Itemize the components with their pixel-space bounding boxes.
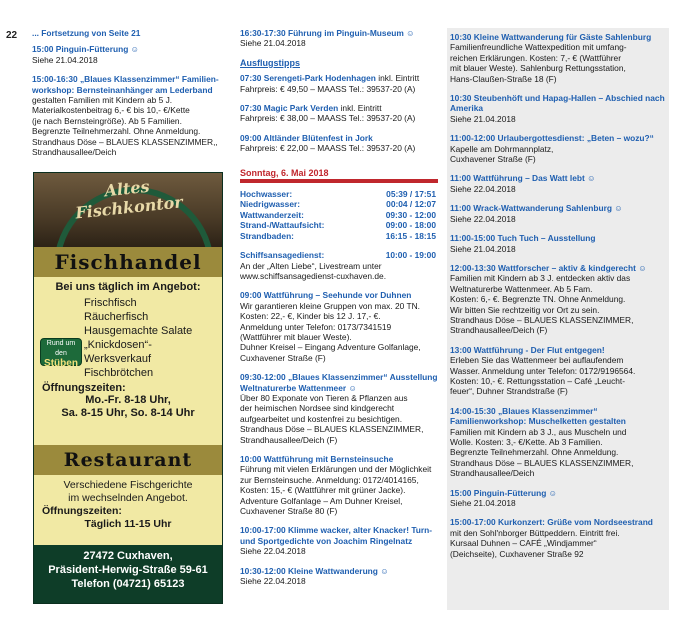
event-time: 10:00 - 19:00 [385, 250, 436, 261]
event-line: Siehe 21.04.2018 [32, 54, 98, 65]
event-line: Familienfreundliche Wattexpedition mit umfang- [450, 42, 627, 53]
column-3 [447, 28, 669, 610]
event-line: Cuxhavener Straße (F) [240, 352, 326, 363]
event-line: feuer“, Duhner Strandstraße (F) [450, 386, 568, 397]
event-line: Cuxhavener Straße 80 (F) [240, 506, 338, 517]
badge-top: Rund um den [46, 340, 76, 357]
event-title: 11:00 Wattführung – Das Watt lebt [450, 173, 585, 184]
event-line: An der „Alten Liebe“, Livestream unter [240, 260, 382, 271]
offer-item: „Knickdosen“- [84, 339, 152, 351]
event-line: Siehe 22.04.2018 [450, 183, 516, 194]
event-line: Adventure Golfanlage – Am Duhner Kreisel, [240, 495, 403, 506]
address-block [34, 545, 222, 604]
fischhandel-heading: Fischhandel [54, 250, 202, 274]
event-title: 10:30-12:00 Kleine Wattwanderung [240, 565, 378, 576]
event-line: Siehe 21.04.2018 [240, 38, 306, 49]
fischhandel-banner [34, 247, 222, 277]
trip-tail: inkl. Eintritt [338, 103, 382, 114]
event-line: Familien mit Kindern ab 3 J., aus Muscheln und [450, 426, 627, 437]
tide-label: Wattwanderzeit: [240, 209, 304, 220]
event-entry [450, 406, 666, 479]
trip-title: 09:00 Altländer Blütenfest in Jork [240, 132, 373, 143]
tide-value: 00:04 / 12:07 [386, 199, 436, 210]
smiley-icon: ☺ [638, 262, 647, 273]
event-title: 13:00 Wattführung - Der Flut entgegen! [450, 344, 605, 355]
event-line: Strandhausallee/Deich (F) [450, 325, 548, 336]
event-line: www.schiffsansagedienst-cuxhaven.de. [240, 270, 387, 281]
event-entry [450, 203, 666, 224]
fischkontor-advertisement [33, 172, 223, 604]
tide-value: 05:39 / 17:51 [386, 189, 436, 200]
tide-label: Strandbaden: [240, 230, 294, 241]
event-title: 15:00 Pinguin-Fütterung [32, 44, 129, 55]
event-entry [240, 372, 438, 445]
restaurant-banner [34, 445, 222, 475]
event-line: Kosten: 22,- €, Kinder bis 12 J. 17,- €. [240, 311, 381, 322]
store-sign: Altes Fischkontor [74, 176, 184, 223]
event-line: Strandhaus Döse – BLAUES KLASSENZIMMER,, [32, 136, 218, 147]
smiley-icon: ☺ [587, 173, 596, 184]
event-entry [32, 74, 230, 157]
event-title: 15:00-17:00 Kurkonzert: Grüße vom Nordseestrand [450, 517, 653, 528]
event-line: Strandhausallee/Deich [32, 147, 117, 158]
event-title: 10:30 Kleine Wattwanderung für Gäste Sahlenburg [450, 32, 652, 42]
event-line: Kosten: 10,- €. Rettungsstation – Café „Leucht- [450, 375, 626, 386]
schiff-row [240, 250, 438, 260]
event-line: Begrenzte Teilnehmerzahl. Ohne Anmeldung. [32, 126, 201, 137]
restaurant-text: im wechselnden Angebot. [68, 492, 188, 504]
tide-value: 09:00 - 18:00 [385, 220, 436, 231]
event-title: 15:00 Pinguin-Fütterung [450, 487, 547, 498]
offer-item: Hausgemachte Salate [84, 325, 193, 337]
event-title: 12:00-13:30 Wattforscher – aktiv & kindgerecht [450, 262, 636, 273]
event-entry [240, 454, 438, 516]
event-title: 09:30-12:00 „Blaues Klassenzimmer“ Ausstellung Weltnaturerbe Wattenmeer [240, 372, 438, 393]
event-title: 10:00 Wattführung mit Bernsteinsuche [240, 454, 394, 464]
tide-value: 16:15 - 18:15 [385, 230, 436, 241]
event-line: zur Bernsteinsuche. Anmeldung: 0172/4014165, [240, 474, 419, 485]
event-line: (Wattführer mit blauer Weste). [240, 331, 352, 342]
hours-title: Öffnungszeiten: [42, 382, 126, 394]
tide-row [240, 189, 438, 199]
event-line: der heimischen Nordsee sind kindgerecht [240, 403, 395, 414]
event-line: (je nach Bernsteingröße). Ab 5 Familien. [32, 115, 182, 126]
hours-weekend: Sa. 8-15 Uhr, So. 8-14 Uhr [61, 407, 195, 419]
event-line: mit blauer Weste). Sahlenburg Rettungsstation, [450, 63, 626, 74]
event-line: Kapelle am Dohrmannplatz, [450, 143, 554, 154]
event-line: Wolle. Kosten: 3,- €/Kette. Ab 3 Familien. [450, 437, 603, 447]
tide-label: Strand-/Wattaufsicht: [240, 220, 325, 231]
trip-entry [240, 133, 438, 154]
tide-row [240, 231, 438, 241]
address-city: 27472 Cuxhaven, [83, 550, 173, 562]
event-line: Wir bitten Sie rechtzeitig vor Ort zu sein. [450, 304, 600, 315]
trip-title: 07:30 Serengeti-Park Hodenhagen [240, 73, 376, 84]
event-line: (Deichseite), Cuxhavener Straße 92 [450, 548, 584, 559]
offer-item: Fischbrötchen [84, 367, 154, 379]
sunday-date-heading: Sonntag, 6. Mai 2018 [240, 168, 438, 183]
event-entry [450, 345, 666, 397]
smiley-icon: ☺ [548, 487, 558, 498]
event-title: 10:30 Steubenhöft und Hapag-Hallen – Abschied nach Amerika [450, 93, 665, 114]
event-line: Wasser. Anmeldung unter Telefon: 0172/9196564. [450, 365, 636, 376]
event-line: Kosten: 15,- € (Wattführer mit grüner Jacke). [240, 485, 406, 496]
trip-entry [240, 103, 438, 124]
smiley-icon: ☺ [348, 382, 357, 393]
event-entry [450, 263, 666, 336]
smiley-icon: ☺ [380, 565, 389, 576]
tide-label: Niedrigwasser: [240, 199, 301, 210]
event-line: Strandhaus Döse – BLAUES KLASSENZIMMER, [450, 457, 634, 468]
event-entry [240, 566, 438, 587]
event-entry [450, 233, 666, 254]
offer-title: Bei uns täglich im Angebot: [55, 281, 201, 293]
trip-price: Fahrpreis: € 22,00 – MAASS Tel.: 39537-20 (A) [240, 143, 416, 154]
smiley-icon: ☺ [614, 203, 623, 214]
event-line: mit den Sohl'nborger Büttpeddern. Eintritt frei. [450, 527, 620, 538]
event-line: Kosten: 6,- €. Begrenzte TN. Ohne Anmeldung. [450, 294, 626, 305]
event-title: 16:30-17:30 Führung im Pinguin-Museum [240, 28, 404, 38]
event-entry [450, 517, 666, 559]
event-entry [240, 290, 438, 363]
event-entry [240, 250, 438, 281]
tide-value: 09:30 - 12:00 [385, 209, 436, 220]
event-line: Siehe 21.04.2018 [450, 113, 516, 124]
event-line: Cuxhavener Straße (F) [450, 154, 536, 165]
event-line: Hans-Claußen-Straße 18 (F) [450, 73, 557, 84]
tide-row [240, 199, 438, 209]
event-line: Siehe 22.04.2018 [240, 576, 306, 587]
address-street: Präsident-Herwig-Straße 59-61 [48, 564, 208, 576]
event-line: Duhner Kreisel – Eingang Adventure Golfanlage, [240, 342, 421, 353]
event-entry [32, 44, 230, 65]
event-title: 15:00-16:30 „Blaues Klassenzimmer“ Familien-workshop: Bernsteinanhänger am Lederband [32, 74, 219, 95]
event-line: Anmeldung unter Telefon: 0173/7341519 [240, 321, 392, 332]
event-line: Siehe 21.04.2018 [450, 243, 516, 254]
restaurant-panel [34, 475, 222, 545]
restaurant-hours-title: Öffnungszeiten: [42, 505, 122, 517]
restaurant-heading: Restaurant [63, 449, 193, 471]
trip-entry [240, 73, 438, 94]
column-2 [240, 28, 438, 595]
event-entry [450, 93, 666, 124]
tide-label: Hochwasser: [240, 189, 293, 200]
storefront-photo [34, 173, 222, 247]
restaurant-text: Verschiedene Fischgerichte [63, 479, 193, 491]
event-line: Strandhausallee/Deich [450, 468, 535, 479]
event-line: Kursaal Duhnen – CAFÉ „Windjammer“ [450, 538, 597, 549]
hours-weekdays: Mo.-Fr. 8-18 Uhr, [85, 394, 171, 406]
event-line: Wir garantieren kleine Gruppen von max. 20 TN. [240, 300, 420, 311]
ausflugstipps-heading: Ausflugstipps [240, 57, 300, 68]
trip-price: Fahrpreis: € 38,00 – MAASS Tel.: 39537-20 (A) [240, 113, 416, 124]
event-line: gestalten Familien mit Kindern ab 5 J. [32, 95, 173, 106]
column-1 [32, 28, 230, 166]
event-line: aufgearbeitet und kostenfrei zu besichtigen. [240, 413, 403, 424]
event-entry [240, 525, 438, 556]
tide-row [240, 220, 438, 230]
restaurant-hours: Täglich 11-15 Uhr [84, 518, 172, 530]
badge-main: Stüben [44, 358, 78, 369]
event-line: Familien mit Kindern ab 3 J. entdecken aktiv das [450, 273, 631, 284]
trip-title: 07:30 Magic Park Verden [240, 103, 339, 114]
event-line: Führung mit vielen Erklärungen und der Möglichkeit [240, 464, 432, 475]
event-title: Schiffsansagedienst: [240, 250, 325, 261]
event-line: Strandhaus Döse – BLAUES KLASSENZIMMER, [450, 314, 634, 325]
event-line: Weltnaturerbe Wattenmeer. Ab 5 Fam. [450, 283, 593, 294]
event-title: 14:00-15:30 „Blaues Klassenzimmer“ Familienworkshop: Muschelketten gestalten [450, 405, 626, 427]
offer-item: Räucherfisch [84, 311, 149, 323]
event-title: 10:00-17:00 Klimme wacker, alter Knacker! Turn- und Sportgedichte von Joachim Ringelnatz [240, 525, 433, 546]
stueben-logo-badge [40, 338, 82, 369]
address-phone: Telefon (04721) 65123 [71, 578, 185, 590]
smiley-icon: ☺ [130, 44, 140, 55]
event-line: Siehe 21.04.2018 [450, 498, 516, 509]
event-entry [450, 133, 666, 164]
event-entry [450, 32, 666, 84]
tide-table [240, 189, 438, 241]
event-title: 09:00 Wattführung – Seehunde vor Duhnen [240, 290, 412, 301]
event-entry [240, 28, 438, 49]
page-number: 22 [6, 30, 18, 41]
event-entry [450, 488, 666, 509]
trip-tail: inkl. Eintritt [375, 73, 420, 84]
event-line: Siehe 22.04.2018 [240, 546, 306, 557]
event-line: Materialkostenbeitrag 6,- € bis 10,- €/Kette [32, 105, 190, 116]
tide-row [240, 210, 438, 220]
offer-item: Werksverkauf [84, 353, 152, 365]
smiley-icon: ☺ [406, 28, 415, 38]
continuation-note: ... Fortsetzung von Seite 21 [32, 28, 141, 38]
event-line: Strandhausallee/Deich (F) [240, 434, 338, 445]
event-line: Strandhaus Döse – BLAUES KLASSENZIMMER, [240, 424, 424, 435]
event-line: Erleben Sie das Wattenmeer bei auflaufendem [450, 355, 624, 366]
event-line: Begrenzte Teilnehmerzahl. Ohne Anmeldung. [450, 447, 619, 458]
event-title: 11:00 Wrack-Wattwanderung Sahlenburg [450, 203, 612, 214]
event-line: Über 80 Exponate von Tieren & Pflanzen aus [240, 392, 408, 403]
event-entry [450, 173, 666, 194]
offer-panel [34, 277, 222, 445]
event-title: 11:00-12:00 Urlaubergottesdienst: „Beten – wozu?“ [450, 133, 654, 144]
trip-price: Fahrpreis: € 49,50 – MAASS Tel.: 39537-20 (A) [240, 83, 416, 94]
event-line: reichen Erklärungen. Kosten: 7,- € (Wattführer [450, 52, 621, 63]
event-line: Siehe 22.04.2018 [450, 213, 516, 224]
event-title: 11:00-15:00 Tuch Tuch – Ausstellung [450, 233, 596, 244]
offer-item: Frischfisch [84, 297, 137, 309]
